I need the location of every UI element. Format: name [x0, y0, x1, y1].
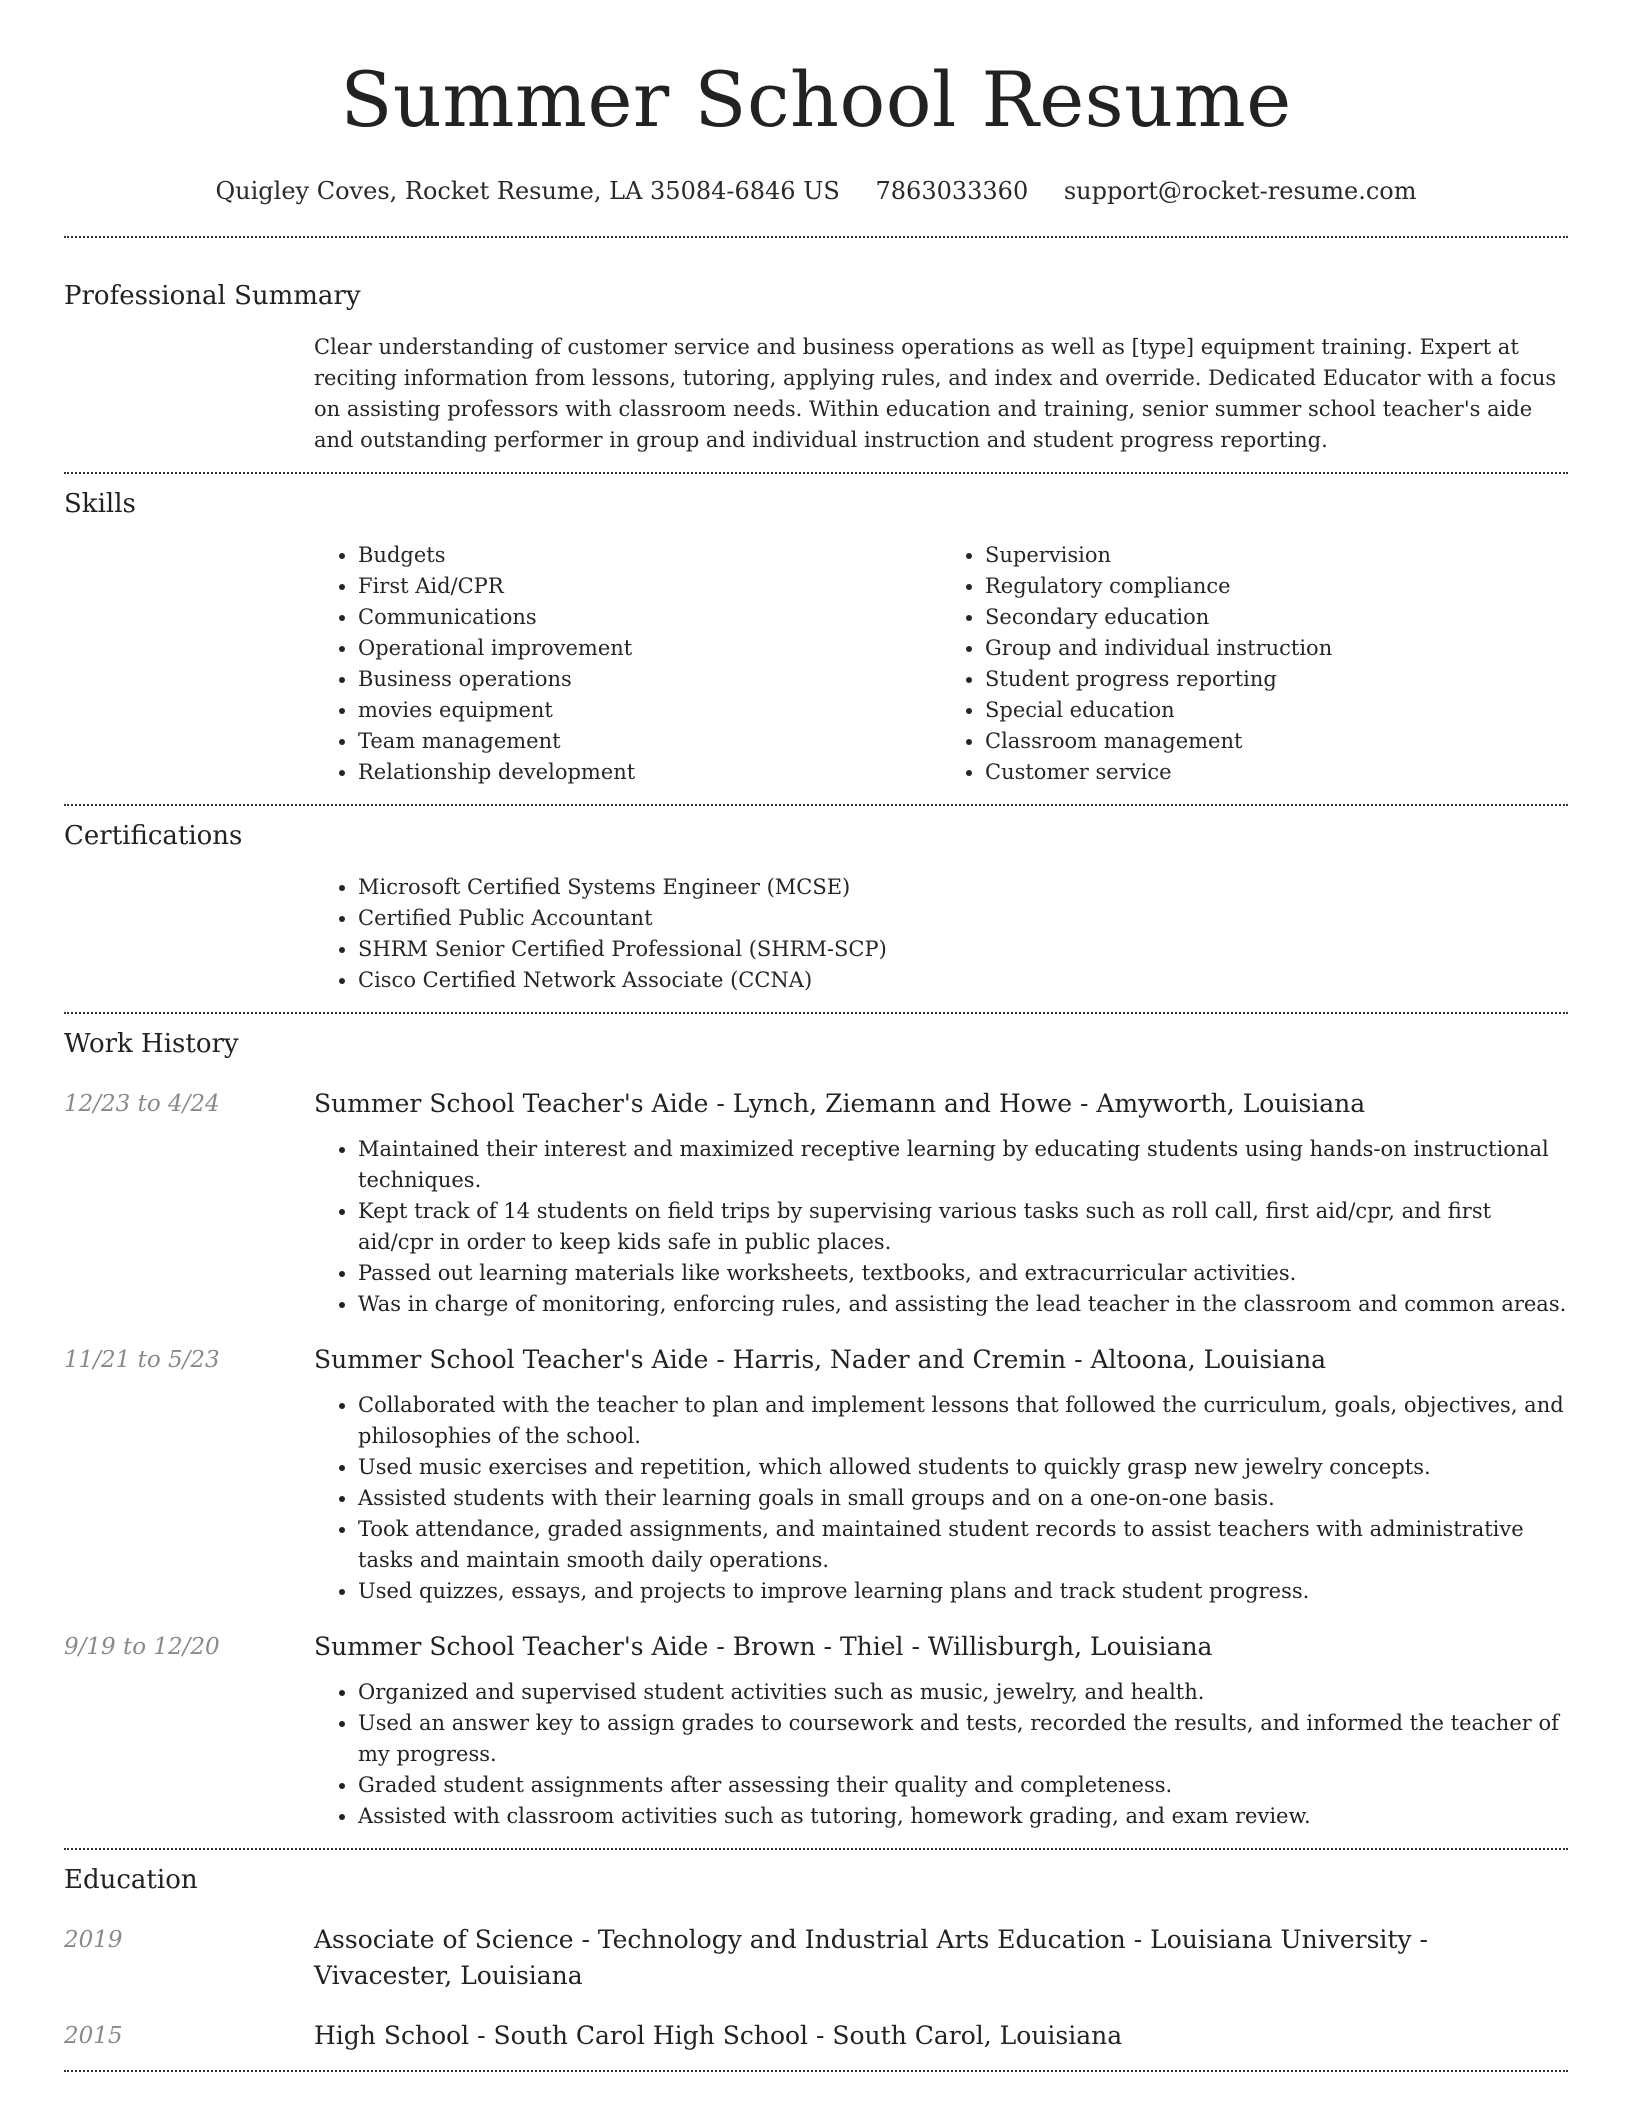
skill-item: • movies equipment: [358, 695, 941, 726]
skills-list-left: [314, 540, 941, 788]
job-bullet: • Assisted with classroom activities such as tutoring, homework grading, and exam review.: [358, 1801, 1568, 1832]
job-bullet: • Passed out learning materials like worksheets, textbooks, and extracurricular activities.: [358, 1258, 1568, 1289]
skill-item: • Communications: [358, 602, 941, 633]
job-bullet: • Used music exercises and repetition, which allowed students to quickly grasp new jewelry concepts.: [358, 1452, 1568, 1483]
skill-item: • Group and individual instruction: [985, 633, 1568, 664]
job-bullets: [314, 1677, 1568, 1832]
job-bullet: • Used quizzes, essays, and projects to improve learning plans and track student progress.: [358, 1576, 1568, 1607]
job-dates: 12/23 to 4/24: [64, 1091, 220, 1117]
contact-line: [64, 174, 1568, 208]
education-heading: Education: [64, 1865, 198, 1895]
certifications-section: [64, 806, 1568, 1014]
education-title: High School - South Carol High School - South Carol, Louisiana: [314, 2021, 1123, 2050]
resume-title: Summer School Resume: [340, 55, 1292, 144]
job-bullets: [314, 1390, 1568, 1607]
skill-item: • Customer service: [985, 757, 1568, 788]
skill-item: • Operational improvement: [358, 633, 941, 664]
contact-email: support@rocket-resume.com: [1063, 177, 1417, 205]
summary-heading: Professional Summary: [64, 281, 361, 311]
skills-heading: Skills: [64, 489, 136, 519]
contact-address: Quigley Coves, Rocket Resume, LA 35084-6846 US: [215, 177, 840, 205]
skill-item: • Team management: [358, 726, 941, 757]
work-history-heading: Work History: [64, 1029, 239, 1059]
job-details: [314, 1342, 1568, 1607]
job-bullet: • Graded student assignments after assessing their quality and completeness.: [358, 1770, 1568, 1801]
job-title: Summer School Teacher's Aide - Harris, Nader and Cremin - Altoona, Louisiana: [314, 1345, 1327, 1374]
job-bullet: • Used an answer key to assign grades to coursework and tests, recorded the results, and informed the teacher of my progress.: [358, 1708, 1568, 1770]
certification-item: • Microsoft Certified Systems Engineer (MCSE): [358, 872, 1568, 903]
job-entry: [64, 1086, 1568, 1320]
job-details: [314, 1086, 1568, 1320]
skill-item: • Classroom management: [985, 726, 1568, 757]
skill-item: • Secondary education: [985, 602, 1568, 633]
job-title: Summer School Teacher's Aide - Brown - Thiel - Willisburgh, Louisiana: [314, 1632, 1213, 1661]
skill-item: • Student progress reporting: [985, 664, 1568, 695]
job-bullets: [314, 1134, 1568, 1320]
job-bullet: • Collaborated with the teacher to plan and implement lessons that followed the curriculum, goals, objectives, and philosophies of the school.: [358, 1390, 1568, 1452]
education-year: 2015: [64, 2023, 123, 2049]
education-year: 2019: [64, 1927, 123, 1953]
job-dates: 9/19 to 12/20: [64, 1634, 220, 1660]
skills-section: [64, 474, 1568, 806]
education-section: [64, 1850, 1568, 2072]
job-bullet: • Was in charge of monitoring, enforcing rules, and assisting the lead teacher in the classroom and common areas.: [358, 1289, 1568, 1320]
education-title: Associate of Science - Technology and Industrial Arts Education - Louisiana University - Vivacester, Louisiana: [314, 1925, 1428, 1990]
skill-item: • Special education: [985, 695, 1568, 726]
job-dates: 11/21 to 5/23: [64, 1347, 220, 1373]
job-bullet: • Maintained their interest and maximized receptive learning by educating students using hands-on instructional techniques.: [358, 1134, 1568, 1196]
job-bullet: • Organized and supervised student activities such as music, jewelry, and health.: [358, 1677, 1568, 1708]
skill-item: • Business operations: [358, 664, 941, 695]
education-entry: [64, 1922, 1568, 1994]
work-history-section: [64, 1014, 1568, 1850]
education-entry: [64, 2018, 1568, 2054]
job-bullet: • Took attendance, graded assignments, and maintained student records to assist teachers with administrative tasks and maintain smooth daily operations.: [358, 1514, 1568, 1576]
job-entry: [64, 1629, 1568, 1832]
skill-item: • Budgets: [358, 540, 941, 571]
certification-item: • Certified Public Accountant: [358, 903, 1568, 934]
certifications-list-wrap: [314, 872, 1568, 996]
job-title: Summer School Teacher's Aide - Lynch, Ziemann and Howe - Amyworth, Louisiana: [314, 1089, 1366, 1118]
certification-item: • Cisco Certified Network Associate (CCNA): [358, 965, 1568, 996]
skills-list-right: [941, 540, 1568, 788]
skill-item: • Relationship development: [358, 757, 941, 788]
contact-phone: 7863033360: [875, 177, 1029, 205]
job-bullet: • Assisted students with their learning goals in small groups and on a one-on-one basis.: [358, 1483, 1568, 1514]
summary-text: Clear understanding of customer service and business operations as well as [type] equipment training. Expert at reciting information from lessons, tutoring, applying rules, and index and override. Dedicated Educator with a focus on assisting professors with classroom needs. Within education and training, senior summer school teacher's aide and outstanding performer in group and individual instruction and student progress reporting.: [314, 335, 1557, 452]
job-bullet: • Kept track of 14 students on field trips by supervising various tasks such as roll call, first aid/cpr, and first aid/cpr in order to keep kids safe in public places.: [358, 1196, 1568, 1258]
certifications-list: [314, 872, 1568, 996]
skills-grid: [314, 540, 1568, 788]
skill-item: • Supervision: [985, 540, 1568, 571]
summary-section: [64, 238, 1568, 474]
job-entry: [64, 1342, 1568, 1607]
job-details: [314, 1629, 1568, 1832]
certifications-heading: Certifications: [64, 821, 243, 851]
certification-item: • SHRM Senior Certified Professional (SHRM-SCP): [358, 934, 1568, 965]
skill-item: • Regulatory compliance: [985, 571, 1568, 602]
skill-item: • First Aid/CPR: [358, 571, 941, 602]
